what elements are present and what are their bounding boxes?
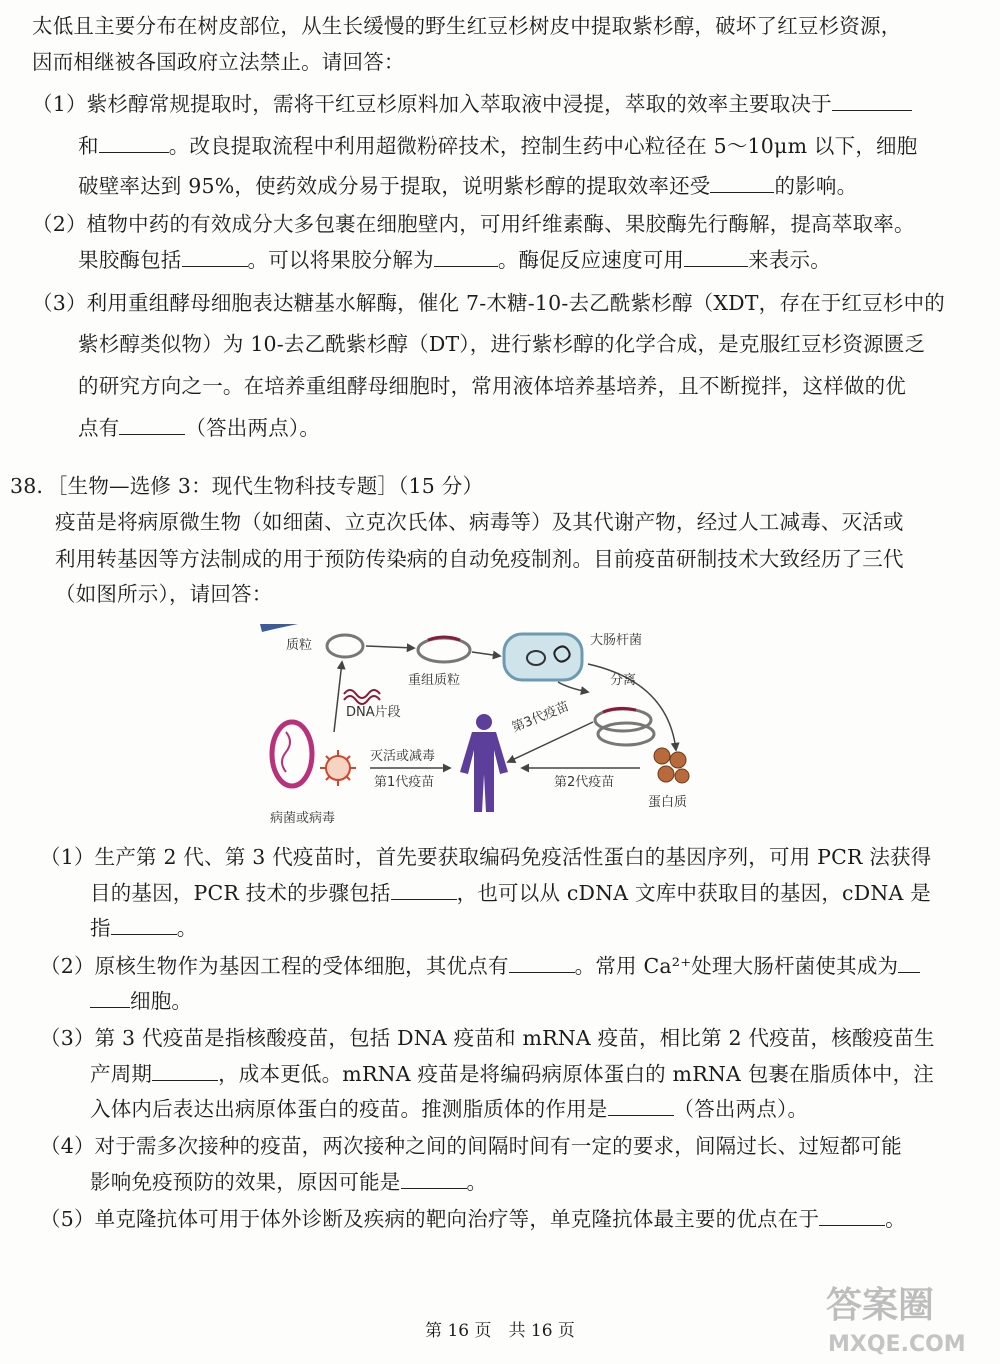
label-isolate: 分离 <box>610 673 637 688</box>
ecoli-icon <box>504 634 582 680</box>
protein-icon <box>654 748 689 783</box>
label-third-gen: 第3代疫苗 <box>509 699 572 736</box>
human-icon <box>460 714 508 812</box>
answer-blank[interactable] <box>90 989 130 1008</box>
q38-part4-line1: （4）对于需多次接种的疫苗，两次接种之间的间隔时间有一定的要求，间隔过长、过短都可能 <box>40 1134 902 1158</box>
answer-blank[interactable] <box>710 174 774 193</box>
vaccine-diagram <box>258 622 698 832</box>
page-footer: 第 16 页 共 16 页 <box>425 1321 575 1341</box>
label-inactivate: 灭活或减毒 <box>370 749 436 764</box>
q38-intro-line3: （如图所示），请回答： <box>55 582 273 606</box>
bacterium-icon <box>272 722 312 786</box>
q37-part3-line2: 紫杉醇类似物）为 10-去乙酰紫杉醇（DT），进行紫杉醇的化学合成，是克服红豆杉资源匮乏 <box>78 332 926 356</box>
label-ecoli: 大肠杆菌 <box>590 633 643 648</box>
arrow-isolate <box>558 682 588 692</box>
q37-part1-line3: 破壁率达到 95%，使药效成分易于提取，说明紫杉醇的提取效率还受 的影响。 <box>78 174 858 198</box>
recombinant-plasmid-icon <box>418 638 470 662</box>
answer-blank[interactable] <box>608 1097 674 1116</box>
label-recombinant-plasmid: 重组质粒 <box>408 673 461 688</box>
label-dna-fragment: DNA片段 <box>346 705 401 720</box>
answer-blank[interactable] <box>401 1170 467 1189</box>
q38-part5-line1: （5）单克隆抗体可用于体外诊断及疾病的靶向治疗等，单克隆抗体最主要的优点在于 。 <box>40 1207 906 1231</box>
answer-blank[interactable] <box>152 1062 218 1081</box>
q37-part3-line3: 的研究方向之一。在培养重组酵母细胞时，常用液体培养基培养，且不断搅拌，这样做的优 <box>78 374 906 398</box>
q38-part2-line1: （2）原核生物作为基因工程的受体细胞，其优点有 。常用 Ca²⁺处理大肠杆菌使其成为 <box>40 952 920 980</box>
q38-part3-line1: （3）第 3 代疫苗是指核酸疫苗，包括 DNA 疫苗和 mRNA 疫苗，相比第 2 代疫苗，核酸疫苗生 <box>40 1026 935 1050</box>
answer-blank[interactable] <box>819 1207 885 1226</box>
intro-line-2: 因而相继被各国政府立法禁止。请回答： <box>32 50 405 74</box>
q38-part1-line1: （1）生产第 2 代、第 3 代疫苗时，首先要获取编码免疫活性蛋白的基因序列，可用 PCR 法获得 <box>40 845 932 869</box>
intro-line-1: 太低且主要分布在树皮部位，从生长缓慢的野生红豆杉树皮中提取紫杉醇，破坏了红豆杉资源， <box>32 14 902 38</box>
label-first-gen: 第1代疫苗 <box>374 775 435 790</box>
label-protein: 蛋白质 <box>648 795 688 810</box>
answer-blank[interactable] <box>684 248 748 267</box>
q38-intro-line1: 疫苗是将病原微生物（如细菌、立克次氏体、病毒等）及其代谢产物，经过人工减毒、灭活或 <box>55 510 904 534</box>
insert-segment <box>428 637 460 640</box>
q38-part1-line2: 目的基因，PCR 技术的步骤包括 ，也可以从 cDNA 文库中获取目的基因，cDNA 是 <box>90 881 931 905</box>
plasmid-icon <box>327 635 363 657</box>
watermark-top: 答案圈 <box>826 1285 935 1326</box>
q38-intro-line2: 利用转基因等方法制成的用于预防传染病的自动免疫制剂。目前疫苗研制技术大致经历了三代 <box>55 547 904 571</box>
q37-part1-line2: 和 。改良提取流程中利用超微粉碎技术，控制生药中心粒径在 5～10μm 以下，细胞 <box>78 134 918 158</box>
virus-icon <box>320 750 356 786</box>
answer-blank[interactable] <box>119 416 185 435</box>
answer-blank[interactable] <box>434 248 498 267</box>
watermark-bottom: MXQE.COM <box>828 1332 966 1357</box>
q37-part2-line1: （2）植物中药的有效成分大多包裹在细胞壁内，可用纤维素酶、果胶酶先行酶解，提高萃取率。 <box>32 212 915 236</box>
arrow-transform <box>472 652 500 656</box>
q37-part3-line4: 点有 （答出两点）。 <box>78 416 321 440</box>
q38-part3-line3: 入体内后表达出病原体蛋白的疫苗。推测脂质体的作用是 （答出两点）。 <box>90 1097 809 1121</box>
answer-blank[interactable] <box>111 916 177 935</box>
answer-blank[interactable] <box>182 248 248 267</box>
q37-part2-line2: 果胶酶包括 。可以将果胶分解为 。酶促反应速度可用 来表示。 <box>78 248 831 272</box>
q38-heading: 38．［生物—选修 3：现代生物科技专题］（15 分） <box>10 474 484 498</box>
q38-part4-line2: 影响免疫预防的效果，原因可能是 。 <box>90 1170 488 1194</box>
q37-part1-line1: （1）紫杉醇常规提取时，需将干红豆杉原料加入萃取液中浸提，萃取的效率主要取决于 <box>32 90 912 118</box>
q38-part3-line2: 产周期 ，成本更低。mRNA 疫苗是将编码病原体蛋白的 mRNA 包裹在脂质体中，注 <box>90 1062 934 1086</box>
answer-blank[interactable] <box>99 134 169 153</box>
answer-blank[interactable] <box>391 881 457 900</box>
arrow-plasmid <box>366 646 414 648</box>
corner-mark <box>260 624 298 632</box>
label-second-gen: 第2代疫苗 <box>554 775 615 790</box>
label-plasmid: 质粒 <box>286 638 313 653</box>
answer-blank[interactable] <box>898 954 920 973</box>
arrow-extract-dna <box>334 662 342 732</box>
q38-part1-line3: 指 。 <box>90 916 198 940</box>
label-pathogen: 病菌或病毒 <box>270 811 336 826</box>
q38-part2-line2: 细胞。 <box>90 987 192 1015</box>
answer-blank[interactable] <box>509 954 575 973</box>
answer-blank[interactable] <box>832 92 912 111</box>
watermark-logo <box>820 1275 995 1360</box>
q37-part3-line1: （3）利用重组酵母细胞表达糖基水解酶，催化 7-木糖-10-去乙酰紫杉醇（XDT，存在于红豆杉中的 <box>32 291 945 315</box>
